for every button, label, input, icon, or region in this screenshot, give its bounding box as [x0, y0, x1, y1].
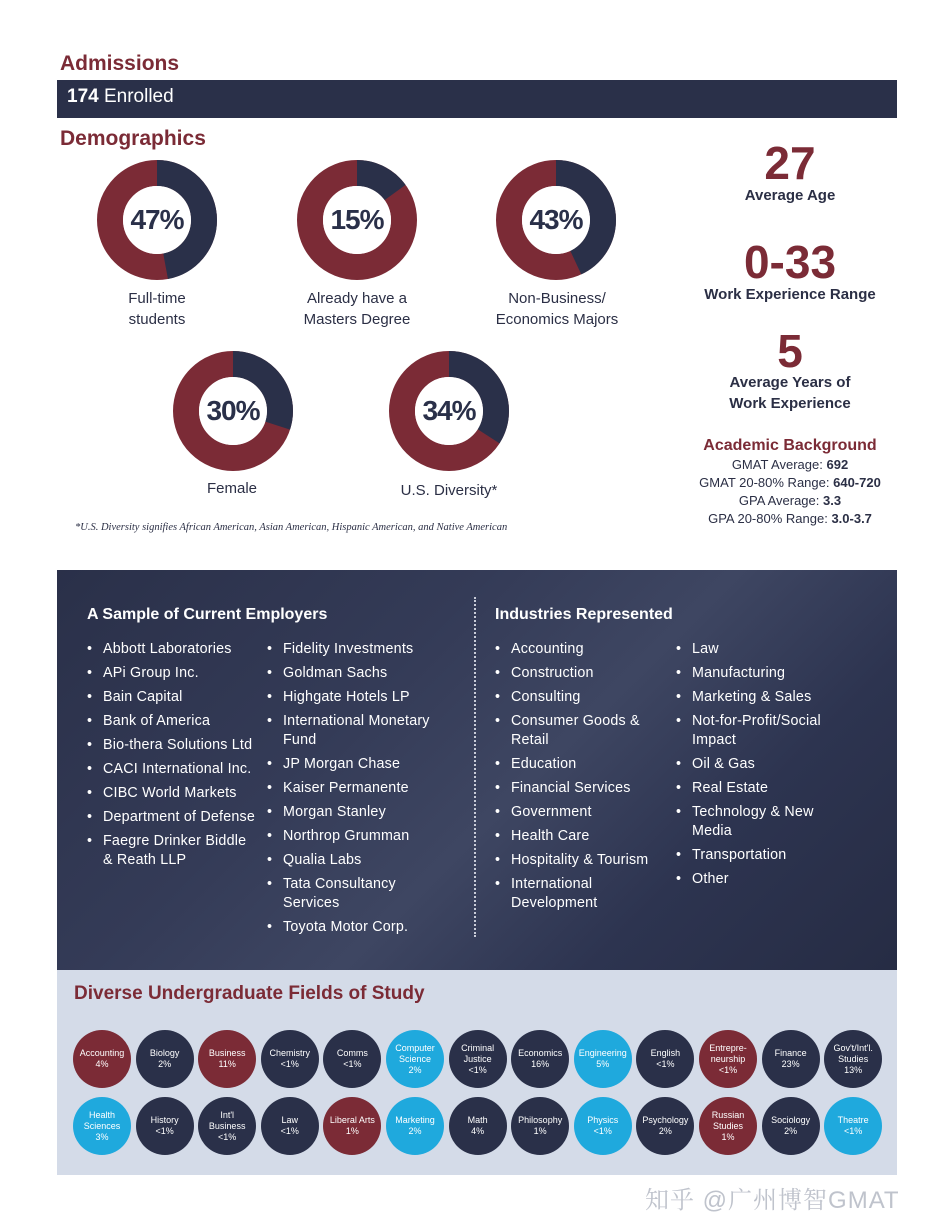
- employers-list-col1: [87, 640, 259, 875]
- industries-list-col1: [495, 640, 667, 918]
- field-circle: [386, 1030, 444, 1088]
- list-item: • Department of Defense: [87, 808, 259, 827]
- field-name: neurship: [710, 1053, 746, 1064]
- list-item: • CIBC World Markets: [87, 784, 259, 803]
- field-name: History: [150, 1115, 179, 1125]
- field-name: Criminal: [461, 1042, 495, 1053]
- field-name: Business: [208, 1048, 246, 1058]
- list-item: • Oil & Gas: [676, 755, 856, 774]
- field-circle: [261, 1030, 319, 1088]
- field-name: Math: [467, 1115, 488, 1125]
- field-percent: <1%: [844, 1126, 863, 1136]
- enrolled-number: 174: [67, 86, 99, 107]
- field-circle: [699, 1097, 757, 1155]
- field-circle: [323, 1030, 381, 1088]
- field-circle: [198, 1097, 256, 1155]
- list-item: • International Development: [495, 875, 667, 913]
- field-percent: <1%: [656, 1059, 675, 1069]
- label-line-1: Female: [206, 480, 258, 497]
- field-name: Sociology: [771, 1115, 811, 1125]
- list-item: • Consulting: [495, 688, 667, 707]
- list-item: • Morgan Stanley: [267, 803, 452, 822]
- field-percent: 3%: [95, 1131, 109, 1142]
- field-circle: [699, 1030, 757, 1088]
- list-item: • Hospitality & Tourism: [495, 851, 667, 870]
- field-percent: 1%: [533, 1126, 547, 1136]
- field-circle: [449, 1097, 507, 1155]
- field-percent: 5%: [596, 1059, 610, 1069]
- field-percent: 4%: [471, 1126, 485, 1136]
- list-item: • CACI International Inc.: [87, 760, 259, 779]
- field-circle: [574, 1097, 632, 1155]
- list-item: • Marketing & Sales: [676, 688, 856, 707]
- donut-female: [173, 351, 293, 471]
- label-line-1: Non-Business/: [508, 290, 606, 307]
- field-name: Accounting: [79, 1048, 125, 1058]
- acad-value: 692: [826, 457, 849, 472]
- list-item: • Bio-thera Solutions Ltd: [87, 736, 259, 755]
- enrolled-label: Enrolled: [103, 86, 174, 107]
- donut-us-diversity: [389, 351, 509, 471]
- field-percent: 2%: [158, 1059, 172, 1069]
- list-item: • Real Estate: [676, 779, 856, 798]
- field-circle: [824, 1097, 882, 1155]
- field-name: Theatre: [837, 1115, 869, 1125]
- field-name: Studies: [712, 1120, 744, 1131]
- list-item: • JP Morgan Chase: [267, 755, 452, 774]
- field-circle: [824, 1030, 882, 1088]
- diversity-footnote: *U.S. Diversity signifies African American, Asian American, Hispanic American, and Native American: [75, 522, 508, 533]
- field-name: Marketing: [395, 1115, 435, 1125]
- field-name: Health: [88, 1109, 115, 1120]
- field-circle: [136, 1097, 194, 1155]
- avg-work-label-line-1: Average Years of: [729, 374, 851, 391]
- acad-value: 3.3: [823, 493, 842, 508]
- acad-value: 640-720: [833, 475, 881, 490]
- field-circle: [762, 1097, 820, 1155]
- donut-label-full-time: [67, 288, 247, 330]
- field-percent: 1%: [345, 1126, 359, 1136]
- donut-full-time: [97, 160, 217, 280]
- field-percent: <1%: [343, 1059, 362, 1069]
- label-line-2: students: [128, 311, 186, 328]
- employers-title: A Sample of Current Employers: [87, 606, 328, 623]
- field-circle: [323, 1097, 381, 1155]
- field-percent: 2%: [408, 1064, 422, 1075]
- field-percent: <1%: [218, 1131, 237, 1142]
- donut-label-us-diversity: [359, 480, 539, 501]
- work-range-label: Work Experience Range: [704, 286, 876, 303]
- field-percent: 1%: [721, 1131, 735, 1142]
- field-name: Law: [281, 1115, 299, 1125]
- list-item: • Faegre Drinker Biddle & Reath LLP: [87, 832, 259, 870]
- field-name: Entrepre-: [709, 1042, 747, 1053]
- donut-percent: 15%: [330, 204, 384, 235]
- field-percent: 11%: [218, 1059, 236, 1069]
- label-line-2: Masters Degree: [303, 311, 411, 328]
- industries-list-col2: [676, 640, 856, 894]
- acad-label: GMAT 20-80% Range:: [699, 475, 830, 490]
- field-percent: 4%: [95, 1059, 109, 1069]
- field-circle: [762, 1030, 820, 1088]
- field-circle: [198, 1030, 256, 1088]
- field-percent: <1%: [155, 1126, 174, 1136]
- field-circle: [261, 1097, 319, 1155]
- field-percent: 23%: [781, 1059, 800, 1069]
- field-percent: 13%: [844, 1064, 863, 1075]
- field-name: Business: [208, 1120, 246, 1131]
- field-percent: 2%: [784, 1126, 798, 1136]
- list-item: • Manufacturing: [676, 664, 856, 683]
- avg-work-label-line-2: Work Experience: [729, 395, 851, 412]
- field-circle: [386, 1097, 444, 1155]
- watermark-text: 知乎 @广州博智GMAT: [645, 1187, 900, 1214]
- acad-line-gmat-range: [660, 475, 920, 490]
- label-line-1: Already have a: [306, 290, 408, 307]
- field-name: Economics: [518, 1048, 563, 1058]
- donut-label-non-business: [467, 288, 647, 330]
- industries-title: Industries Represented: [495, 606, 673, 623]
- field-circle: [136, 1030, 194, 1088]
- label-line-2: Economics Majors: [495, 311, 619, 328]
- list-item: • Toyota Motor Corp.: [267, 918, 452, 937]
- acad-line-gpa-avg: [660, 493, 920, 508]
- field-circle: [511, 1030, 569, 1088]
- field-name: Biology: [149, 1048, 180, 1058]
- field-percent: 2%: [408, 1126, 422, 1136]
- avg-work-label: [680, 372, 900, 414]
- acad-value: 3.0-3.7: [831, 511, 872, 526]
- list-item: • Technology & New Media: [676, 803, 856, 841]
- donut-percent: 47%: [130, 204, 184, 235]
- list-item: • Qualia Labs: [267, 851, 452, 870]
- list-item: • Construction: [495, 664, 667, 683]
- field-circle: [574, 1030, 632, 1088]
- list-item: • Accounting: [495, 640, 667, 659]
- field-name: Physics: [587, 1115, 619, 1125]
- field-name: Engineering: [578, 1048, 627, 1058]
- field-percent: 16%: [531, 1059, 550, 1069]
- field-name: Science: [398, 1053, 432, 1064]
- academic-background-title: Academic Background: [703, 437, 877, 454]
- field-circle: [636, 1097, 694, 1155]
- fields-of-study-title: Diverse Undergraduate Fields of Study: [74, 983, 425, 1004]
- label-line-1: Full-time: [128, 290, 186, 307]
- field-name: Gov't/Int'l.: [833, 1042, 873, 1053]
- field-name: Int'l: [220, 1109, 235, 1120]
- field-name: Chemistry: [269, 1048, 311, 1058]
- list-item: • Bank of America: [87, 712, 259, 731]
- field-name: Studies: [838, 1053, 869, 1064]
- field-name: Philosophy: [518, 1115, 563, 1125]
- field-name: Psychology: [642, 1115, 689, 1125]
- list-item: • APi Group Inc.: [87, 664, 259, 683]
- acad-label: GMAT Average:: [731, 457, 823, 472]
- field-circle: [449, 1030, 507, 1088]
- acad-line-gpa-range: [660, 511, 920, 526]
- field-name: Finance: [774, 1048, 807, 1058]
- list-item: • Tata Consultancy Services: [267, 875, 452, 913]
- donut-label-female: [142, 478, 322, 499]
- donut-masters: [297, 160, 417, 280]
- list-item: • Transportation: [676, 846, 856, 865]
- list-item: • Law: [676, 640, 856, 659]
- field-percent: <1%: [718, 1064, 738, 1075]
- list-item: • International Monetary Fund: [267, 712, 452, 750]
- list-item: • Health Care: [495, 827, 667, 846]
- employers-list-col2: [267, 640, 452, 942]
- list-item: • Not-for-Profit/Social Impact: [676, 712, 856, 750]
- donut-percent: 30%: [206, 395, 260, 426]
- field-circle: [636, 1030, 694, 1088]
- list-item: • Government: [495, 803, 667, 822]
- donut-percent: 34%: [422, 395, 476, 426]
- field-circle: [73, 1030, 131, 1088]
- field-name: Sciences: [83, 1120, 121, 1131]
- list-item: • Fidelity Investments: [267, 640, 452, 659]
- donut-percent: 43%: [529, 204, 583, 235]
- field-name: Comms: [336, 1048, 368, 1058]
- work-range-value: 0-33: [743, 236, 837, 288]
- average-age-label: Average Age: [744, 187, 836, 204]
- field-name: Liberal Arts: [329, 1115, 375, 1125]
- field-percent: 2%: [658, 1126, 672, 1136]
- field-circle: [511, 1097, 569, 1155]
- acad-label: GPA Average:: [738, 493, 820, 508]
- list-item: • Bain Capital: [87, 688, 259, 707]
- list-item: • Highgate Hotels LP: [267, 688, 452, 707]
- field-percent: <1%: [280, 1126, 299, 1136]
- average-age-value: 27: [764, 137, 816, 189]
- acad-label: GPA 20-80% Range:: [708, 511, 828, 526]
- donut-non-business: [496, 160, 616, 280]
- donut-label-masters: [267, 288, 447, 330]
- enrolled-bar: [57, 80, 897, 118]
- list-item: • Education: [495, 755, 667, 774]
- field-percent: <1%: [468, 1064, 487, 1075]
- admissions-title: Admissions: [60, 52, 180, 75]
- list-item: • Northrop Grumman: [267, 827, 452, 846]
- demographics-title: Demographics: [60, 127, 206, 150]
- panel-divider: [474, 597, 476, 937]
- list-item: • Kaiser Permanente: [267, 779, 452, 798]
- field-percent: <1%: [280, 1059, 299, 1069]
- acad-line-gmat-avg: [660, 457, 920, 472]
- field-name: Justice: [463, 1053, 492, 1064]
- list-item: • Other: [676, 870, 856, 889]
- field-percent: <1%: [593, 1126, 612, 1136]
- field-name: Russian: [711, 1109, 745, 1120]
- field-name: English: [650, 1048, 681, 1058]
- list-item: • Consumer Goods & Retail: [495, 712, 667, 750]
- list-item: • Financial Services: [495, 779, 667, 798]
- field-circle: [73, 1097, 131, 1155]
- label-line-1: U.S. Diversity*: [400, 482, 498, 499]
- field-name: Computer: [395, 1042, 435, 1053]
- list-item: • Abbott Laboratories: [87, 640, 259, 659]
- avg-work-value: 5: [777, 325, 803, 377]
- list-item: • Goldman Sachs: [267, 664, 452, 683]
